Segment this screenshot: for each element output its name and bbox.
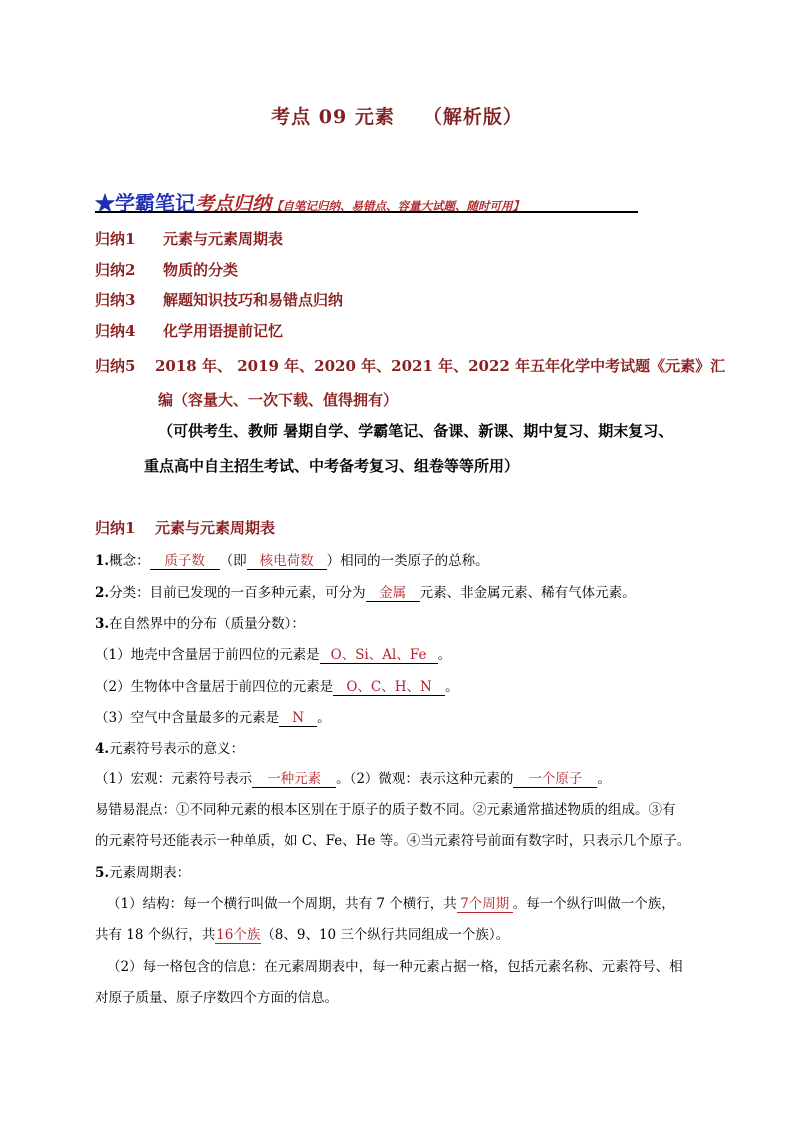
symbol-meaning-line: 4.元素符号表示的意义： (95, 741, 245, 757)
periodic-structure-line2: 共有 18 个纵行，共16个族（8、9、10 三个纵行共同组成一个族）。 (95, 923, 509, 944)
section-label: 元素与元素周期表 (155, 519, 276, 537)
periodic-table-line: 5.元素周期表： (95, 865, 191, 881)
distribution-crust: （1）地壳中含量居于前四位的元素是 O、Si、Al、Fe 。 (95, 643, 451, 664)
answer-blank: 一个原子 (513, 767, 597, 788)
note-header-part3: 【自笔记归纳、易错点、容量大试题、随时可用】 (271, 199, 525, 213)
periodic-structure-line1: （1）结构：每一个横行叫做一个周期，共有 7 个横行，共 7个周期 。每一个纵行叫做一个族， (107, 892, 675, 913)
answer-blank: 质子数 (150, 549, 220, 570)
toc-item-4 (95, 320, 283, 341)
classification-line: 2.分类：目前已发现的一百多种元素，可分为 金属 元素、非金属元素、稀有气体元素。 (95, 581, 636, 602)
error-note-line2: 的元素符号还能表示一种单质，如 C、Fe、He 等。④当元素符号前面有数字时，只表示几个原子。 (95, 833, 691, 849)
periodic-info-line1: （2）每一格包含的信息：在元素周期表中，每一种元素占据一格，包括元素名称、元素符号、相 (107, 959, 683, 975)
toc-label: 物质的分类 (163, 261, 239, 279)
section-title (95, 517, 275, 538)
header-divider (95, 211, 638, 213)
toc-num: 归纳1 (95, 230, 136, 248)
title-sub: （解析版） (422, 106, 523, 128)
toc-item-1 (95, 228, 283, 249)
usage-note-line1: （可供考生、教师 暑期自学、学霸笔记、备课、新课、期中复习、期末复习、 (158, 422, 674, 440)
answer-blank: 7个周期 (457, 892, 513, 913)
distribution-air: （3）空气中含量最多的元素是 N 。 (95, 710, 331, 726)
toc-num: 归纳3 (95, 291, 136, 309)
answer-blank: 金属 (366, 581, 420, 602)
toc-item-5-cont: 编（容量大、一次下载、值得拥有） (158, 391, 399, 409)
symbol-meaning-detail: （1）宏观：元素符号表示 一种元素 。（2）微观：表示这种元素的 一个原子 。 (95, 767, 611, 788)
toc-num: 归纳4 (95, 322, 136, 340)
distribution-line: 3.在自然界中的分布（质量分数）： (95, 616, 305, 632)
toc-item-5 (95, 355, 725, 376)
answer-blank: 核电荷数 (247, 549, 327, 570)
usage-note-line2: 重点高中自主招生考试、中考备考复习、组卷等等所用） (144, 457, 520, 475)
periodic-info-line2: 对原子质量、原子序数四个方面的信息。 (95, 990, 338, 1006)
toc-item-2 (95, 259, 238, 280)
toc-item-3 (95, 289, 343, 310)
section-num: 归纳1 (95, 519, 136, 537)
answer-blank: O、C、H、N (333, 675, 445, 696)
note-header-part1: 学霸笔记 (115, 191, 195, 215)
toc-num: 归纳5 (95, 357, 136, 375)
distribution-organism: （2）生物体中含量居于前四位的元素是 O、C、H、N 。 (95, 675, 459, 696)
answer-blank: N (279, 710, 317, 727)
answer-blank: 16个族 (215, 923, 261, 944)
toc-label: 解题知识技巧和易错点归纳 (163, 291, 344, 309)
note-header (95, 187, 525, 215)
toc-label: 2018 年、 2019 年、2020 年、2021 年、2022 年五年化学中考试题《元素》汇 (155, 357, 726, 375)
concept-line: 1.概念： 质子数 （即 核电荷数 ）相同的一类原子的总称。 (95, 549, 489, 570)
answer-blank: O、Si、Al、Fe (320, 643, 438, 664)
toc-num: 归纳2 (95, 261, 136, 279)
title-main: 考点 09 元素 (271, 106, 395, 128)
error-note-line1: 易错易混点：①不同种元素的根本区别在于原子的质子数不同。②元素通常描述物质的组成。③有 (95, 802, 676, 818)
toc-label: 元素与元素周期表 (163, 230, 284, 248)
star-icon: ★ (95, 191, 115, 215)
page-title (0, 102, 794, 129)
toc-label: 化学用语提前记忆 (163, 322, 284, 340)
answer-blank: 一种元素 (252, 767, 336, 788)
note-header-part2: 考点归纳 (195, 193, 272, 215)
